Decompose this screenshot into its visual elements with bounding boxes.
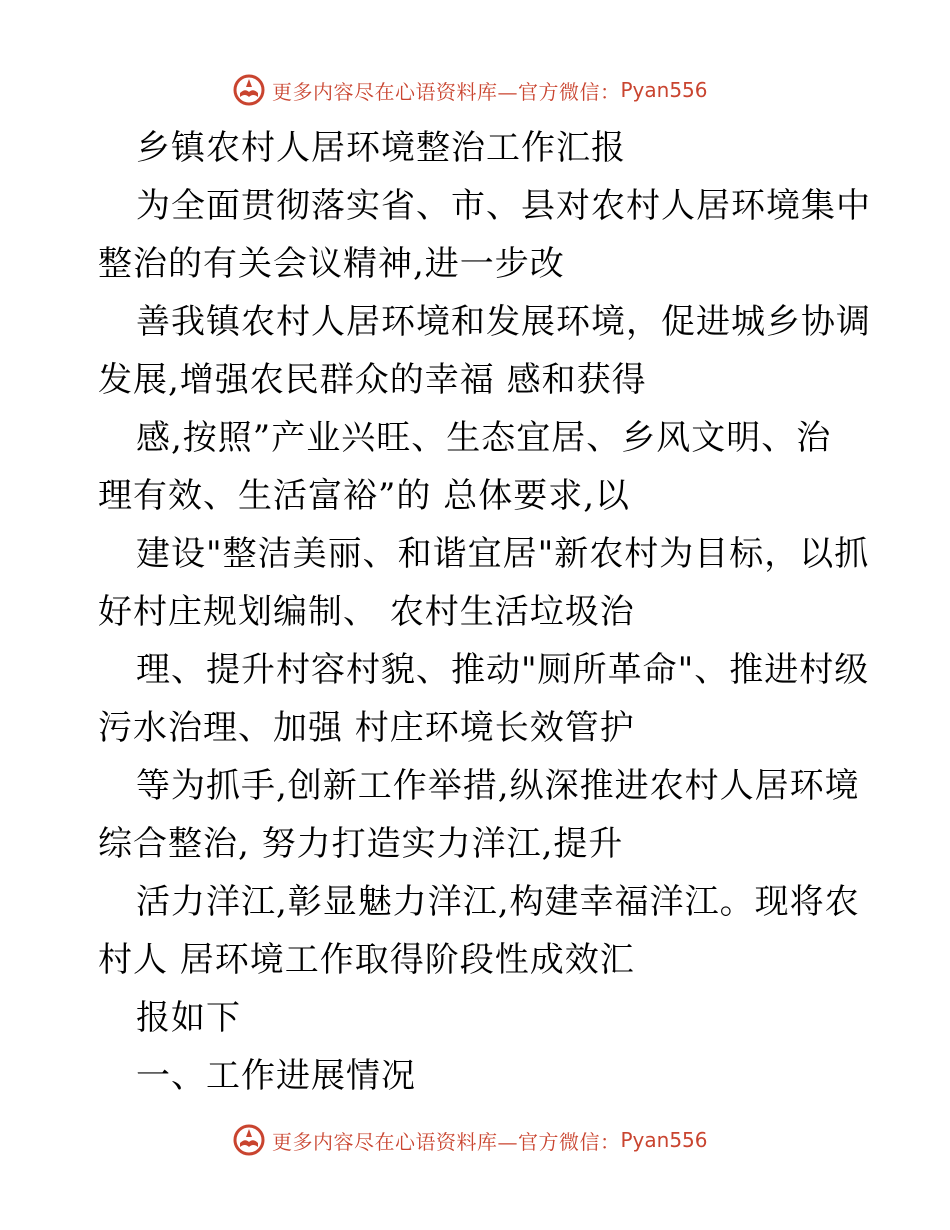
paragraph-line: 村人 居环境工作取得阶段性成效汇 — [98, 940, 635, 980]
paragraph-line: 善我镇农村人居环境和发展环境，促进城乡协调 — [136, 302, 871, 342]
paragraph-line: 综合整治, 努力打造实力洋江,提升 — [98, 824, 624, 864]
paragraph-line: 污水治理、加强 村庄环境长效管护 — [98, 708, 635, 748]
paragraph-line: 感,按照”产业兴旺、生态宜居、乡风文明、治 — [136, 418, 832, 458]
paragraph-line: 好村庄规划编制、 农村生活垃圾治 — [98, 592, 635, 632]
footer-banner — [232, 1123, 708, 1157]
paragraph-line: 整治的有关会议精神,进一步改 — [98, 244, 565, 284]
paragraph-line: 发展,增强农民群众的幸福 感和获得 — [98, 360, 647, 400]
paragraph-line: 理有效、生活富裕”的 总体要求,以 — [98, 476, 630, 516]
paragraph-line: 等为抓手,创新工作举措,纵深推进农村人居环境 — [136, 766, 860, 806]
banner-wechat-id: Pyan556 — [620, 1128, 708, 1152]
section-heading: 一、工作进展情况 — [136, 1056, 416, 1096]
banner-text: 更多内容尽在心语资料库—官方微信： — [272, 1129, 621, 1154]
open-book-logo-icon — [232, 73, 266, 107]
paragraph-line: 为全面贯彻落实省、市、县对农村人居环境集中 — [136, 186, 871, 226]
paragraph-line: 报如下 — [136, 998, 241, 1038]
paragraph-line: 理、提升村容村貌、推动"厕所革命"、推进村级 — [136, 650, 870, 690]
banner-wechat-id: Pyan556 — [620, 78, 708, 102]
paragraph-line: 活力洋江,彰显魅力洋江,构建幸福洋江。现将农 — [136, 882, 860, 922]
banner-text: 更多内容尽在心语资料库—官方微信： — [272, 79, 621, 104]
header-banner — [232, 73, 708, 107]
document-title: 乡镇农村人居环境整治工作汇报 — [136, 128, 626, 168]
open-book-logo-icon — [232, 1123, 266, 1157]
paragraph-line: 建设"整洁美丽、和谐宜居"新农村为目标，以抓 — [136, 534, 870, 574]
